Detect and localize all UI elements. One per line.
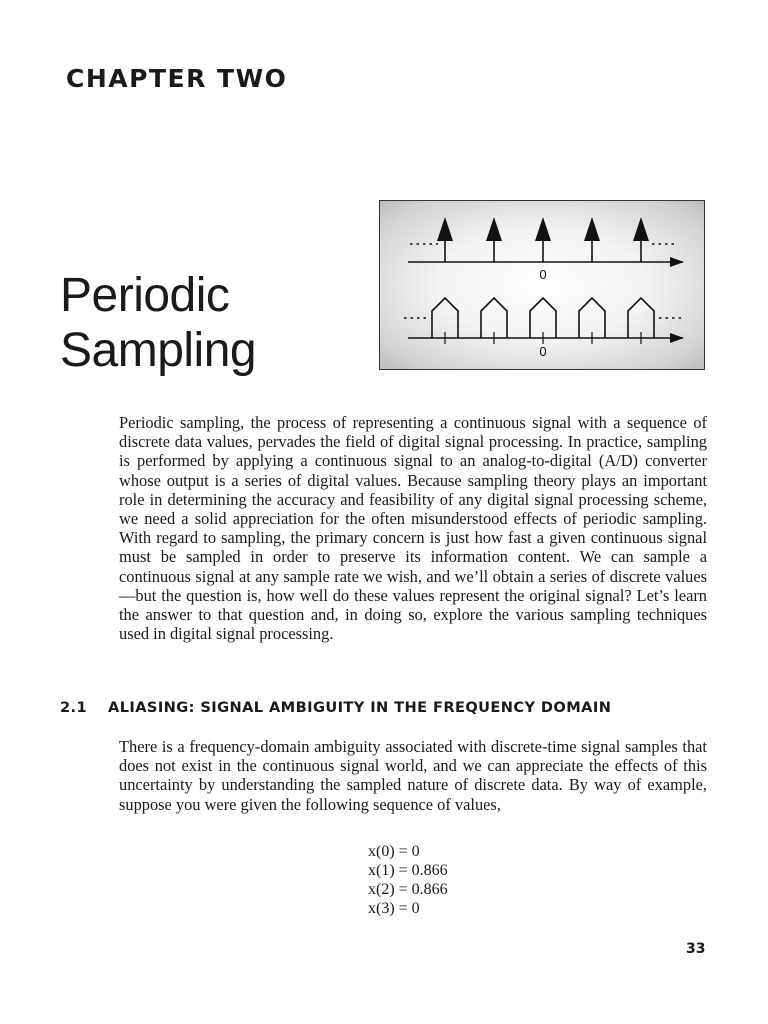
pulse-train [432,298,654,344]
impulse-arrow [437,217,453,262]
sampling-diagram [380,201,704,369]
impulse-arrow [535,217,551,262]
page-number: 33 [686,941,706,957]
impulse-arrow [633,217,649,262]
chapter-title-line-1: Periodic [60,269,230,322]
impulse-arrow [584,217,600,262]
section-number: 2.1 [60,699,88,716]
chapter-title [60,268,256,378]
intro-paragraph: Periodic sampling, the process of representing a continuous signal with a sequence of discrete data values, pervades the field of digital signal processing. In practice, sampling is performed by applying a continuous signal to an analog-to-digital (A/D) converter whose output is a series of digital values. Because sampling theory plays an important role in determining the accuracy and feasibility of any digital signal processing scheme, we need a solid appreciation for the often misunderstood effects of periodic sampling. With regard to sampling, the primary concern is just how fast a given continuous signal must be sampled in order to preserve its information content. We can sample a continuous signal at any sample rate we wish, and we’ll obtain a series of discrete values—but the question is, how well do these values represent the original signal? Let’s learn the answer to that question and, in doing so, explore the various sampling techniques used in digital signal processing. [119,413,707,644]
impulse-train [437,217,649,262]
equation-line: x(2) = 0.866 [368,881,448,898]
impulse-arrow [486,217,502,262]
aliasing-paragraph: There is a frequency-domain ambiguity associated with discrete-time signal samples that does not exist in the continuous signal world, and we can appreciate the effects of this uncertainty by understanding the sampled nature of discrete data. By way of example, suppose you were given the following sequence of values, [119,737,707,814]
chapter-title-line-2: Sampling [60,324,257,377]
section-title: ALIASING: SIGNAL AMBIGUITY IN THE FREQUENCY DOMAIN [108,699,612,716]
equation-line: x(0) = 0 [368,843,420,860]
top-axis-zero-label: 0 [539,267,547,282]
section-heading [60,699,611,716]
equation-line: x(1) = 0.866 [368,862,448,879]
chapter-label: CHAPTER TWO [66,64,288,93]
equation-line: x(3) = 0 [368,900,420,917]
sampling-figure [379,200,705,370]
sample-value-equations [368,842,448,918]
bottom-axis-zero-label: 0 [539,344,547,359]
